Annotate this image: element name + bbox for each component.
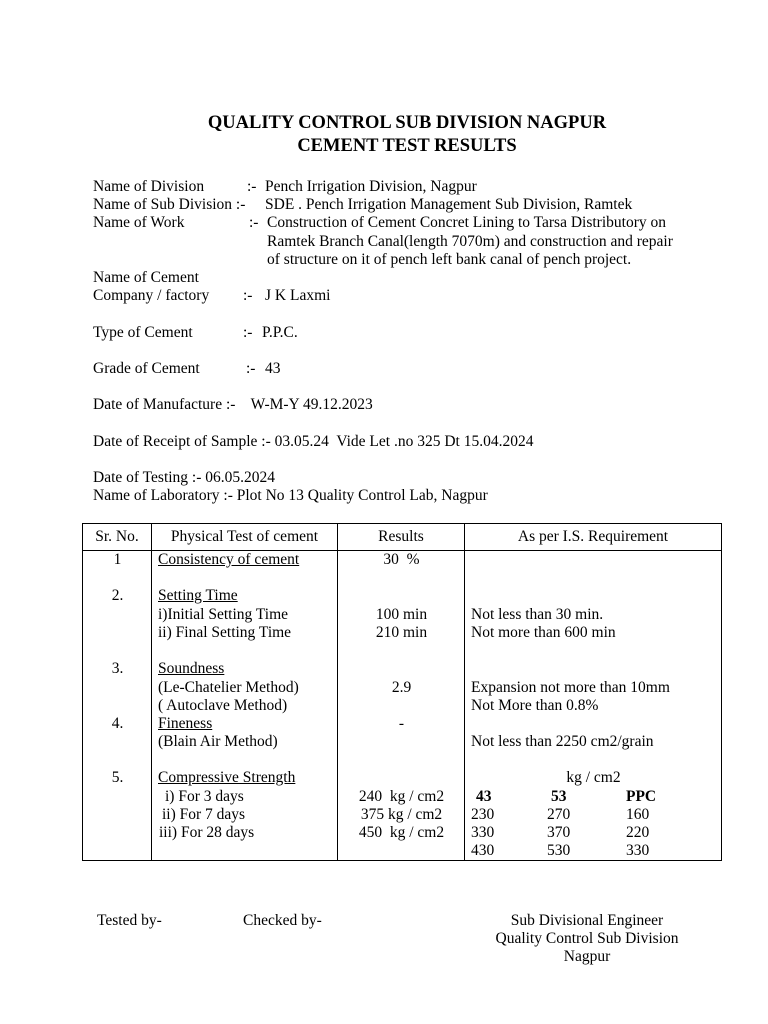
test-fineness: Fineness — [158, 715, 213, 732]
sr-3: 3. — [111, 660, 124, 677]
test-compressive: Compressive Strength — [158, 769, 296, 786]
grade-28day-43: 430 — [471, 842, 495, 859]
signatory-title: Sub Divisional Engineer — [510, 912, 664, 929]
work-value-line-3: of structure on it of pench left bank canal of pench project. — [267, 251, 632, 268]
grade-7day-53: 370 — [547, 824, 571, 841]
cement-value: J K Laxmi — [265, 287, 331, 304]
laboratory-name: Name of Laboratory :- Plot No 13 Quality Control Lab, Nagpur — [93, 487, 488, 504]
result-fineness: - — [398, 715, 405, 732]
requirement-column — [465, 551, 722, 861]
test-blain: (Blain Air Method) — [158, 733, 278, 750]
sr-5: 5. — [111, 769, 124, 786]
table-header-row — [83, 524, 722, 551]
grade-separator: :- — [246, 360, 256, 377]
type-label: Type of Cement — [93, 324, 193, 341]
tested-by: Tested by- — [97, 912, 162, 929]
header-results: Results — [338, 524, 465, 551]
receipt-date: Date of Receipt of Sample :- 03.05.24 Vide Let .no 325 Dt 15.04.2024 — [93, 433, 534, 450]
sr-1: 1 — [113, 551, 122, 568]
division-separator: :- — [247, 178, 257, 195]
test-7-days: ii) For 7 days — [162, 806, 246, 823]
test-3-days: i) For 3 days — [165, 788, 244, 805]
type-value: P.P.C. — [262, 324, 298, 341]
result-final-setting: 210 min — [375, 624, 428, 641]
grade-3day-43: 230 — [471, 806, 495, 823]
signatory-location: Nagpur — [563, 948, 611, 965]
test-final-setting: ii) Final Setting Time — [158, 624, 292, 641]
result-consistency: 30 % — [383, 551, 420, 568]
req-final-setting: Not more than 600 min — [471, 624, 616, 641]
test-setting-time: Setting Time — [158, 587, 238, 604]
work-value-line-2: Ramtek Branch Canal(length 7070m) and construction and repair — [267, 233, 673, 250]
req-initial-setting: Not less than 30 min. — [471, 606, 604, 623]
manufacture-date: Date of Manufacture :- W-M-Y 49.12.2023 — [93, 396, 373, 413]
grade-28day-ppc: 330 — [626, 842, 650, 859]
req-unit: kg / cm2 — [566, 769, 621, 786]
result-3-days: 240 kg / cm2 — [358, 788, 445, 805]
grade-header-53: 53 — [551, 788, 567, 805]
sr-2: 2. — [111, 587, 124, 604]
document-subtitle: CEMENT TEST RESULTS — [297, 136, 517, 156]
grade-label: Grade of Cement — [93, 360, 200, 377]
test-autoclave: ( Autoclave Method) — [158, 697, 288, 714]
subdivision-value: SDE . Pench Irrigation Management Sub Division, Ramtek — [265, 196, 633, 213]
grade-header-43: 43 — [476, 788, 492, 805]
type-separator: :- — [243, 324, 253, 341]
table-body-row — [83, 551, 722, 861]
result-7-days: 375 kg / cm2 — [360, 806, 443, 823]
work-separator: :- — [249, 214, 259, 231]
header-physical-test: Physical Test of cement — [152, 524, 338, 551]
req-blain: Not less than 2250 cm2/grain — [471, 733, 654, 750]
subdivision-label: Name of Sub Division :- — [93, 196, 246, 213]
sr-4: 4. — [111, 715, 124, 732]
req-le-chatelier: Expansion not more than 10mm — [471, 679, 670, 696]
test-consistency: Consistency of cement — [158, 551, 300, 568]
cement-label-line-1: Name of Cement — [93, 269, 199, 286]
document-title: QUALITY CONTROL SUB DIVISION NAGPUR — [207, 113, 607, 133]
work-value-line-1: Construction of Cement Concret Lining to Tarsa Distributory on — [267, 214, 666, 231]
sr-no-column — [83, 551, 152, 861]
results-table — [82, 523, 722, 861]
grade-7day-ppc: 220 — [626, 824, 650, 841]
result-initial-setting: 100 min — [375, 606, 428, 623]
result-le-chatelier: 2.9 — [391, 679, 412, 696]
grade-header-ppc: PPC — [626, 788, 657, 805]
cement-separator: :- — [243, 287, 253, 304]
header-sr-no: Sr. No. — [83, 524, 152, 551]
grade-3day-ppc: 160 — [626, 806, 650, 823]
test-28-days: iii) For 28 days — [159, 824, 255, 841]
grade-3day-53: 270 — [547, 806, 571, 823]
test-initial-setting: i)Initial Setting Time — [158, 606, 289, 623]
test-le-chatelier: (Le-Chatelier Method) — [158, 679, 299, 696]
grade-value: 43 — [265, 360, 281, 377]
testing-date: Date of Testing :- 06.05.2024 — [93, 469, 276, 486]
division-value: Pench Irrigation Division, Nagpur — [265, 178, 477, 195]
result-28-days: 450 kg / cm2 — [358, 824, 445, 841]
grade-7day-43: 330 — [471, 824, 495, 841]
test-soundness: Soundness — [158, 660, 225, 677]
cement-label-line-2: Company / factory — [93, 287, 210, 304]
header-requirement: As per I.S. Requirement — [465, 524, 722, 551]
results-column — [338, 551, 465, 861]
division-label: Name of Division — [93, 178, 205, 195]
req-autoclave: Not More than 0.8% — [471, 697, 599, 714]
grade-28day-53: 530 — [547, 842, 571, 859]
work-label: Name of Work — [93, 214, 185, 231]
physical-test-column — [152, 551, 338, 861]
signatory-office: Quality Control Sub Division — [495, 930, 679, 947]
checked-by: Checked by- — [243, 912, 322, 929]
